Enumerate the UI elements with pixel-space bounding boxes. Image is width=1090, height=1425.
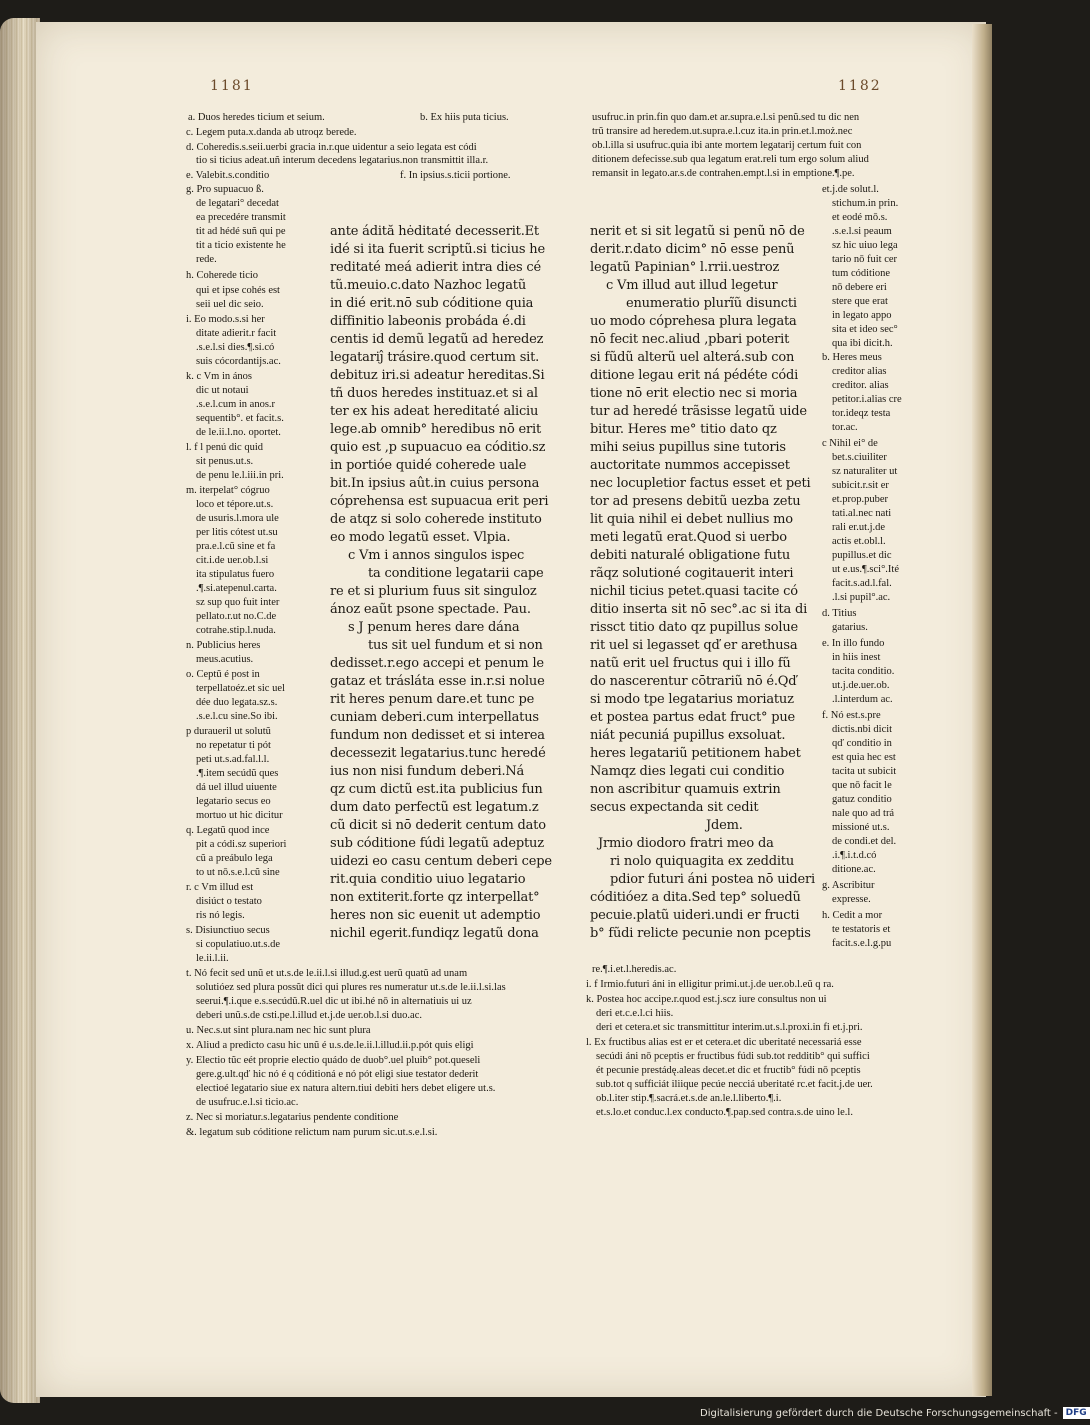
main-text-line: nec locupletior factus esset et peti (590, 476, 811, 491)
main-text-line: rit uel si legasset qď er arethusa (590, 638, 798, 653)
main-text-line: re et si plurium fuus sit singuloz (330, 584, 537, 599)
gloss-line: ét pecunie prestádę.aleas decet.et dic et fructib° fúdi nō pceptis (596, 1065, 861, 1076)
gloss-line: peti ut.s.ad.fal.l.l. (196, 754, 270, 765)
gloss-line: s. Disiunctiuo secus (186, 925, 270, 936)
gloss-line: seii uel dic seio. (196, 299, 264, 310)
main-text-line: Jrmio diodoro fratri meo da (598, 836, 774, 851)
gloss-line: trũ transire ad heredem.ut.supra.e.l.cuz ita.in prin.et.l.moż.nec (592, 126, 853, 137)
gloss-line: ut e.us.¶.sci°.Ité (832, 564, 899, 575)
gloss-line: .¶.item secúdũ ques (196, 768, 279, 779)
gloss-line: loco et tépore.ut.s. (196, 499, 274, 510)
main-text-line: diffinitio labeonis probáda é.di (330, 314, 526, 329)
gloss-line: .¶.si.atepenul.carta. (196, 583, 277, 594)
main-text-line: ri nolo quiquagita ex zedditu (610, 854, 795, 869)
gloss-line: in hiis inest (832, 652, 881, 663)
main-text-line: Jdem. (706, 818, 743, 833)
gloss-line: qua ibi dicit.h. (832, 338, 893, 349)
gloss-line: tor.ac. (832, 422, 858, 433)
main-text-line: c Vm i annos singulos ispec (348, 548, 525, 563)
gloss-line: i. f Irmio.futuri áni in elligitur primi.ut.j.de uer.ob.l.eũ q ra. (586, 979, 834, 990)
gloss-line: .s.e.l.cum in anos.r (196, 399, 276, 410)
main-text-line: in portióe quidé coherede uale (330, 458, 527, 473)
main-text-line: ditione legau erit ná pédéte códi (590, 368, 799, 383)
main-text-line: tũ.meuio.c.dato Nazhoc legatũ (330, 278, 526, 293)
main-text-line: códitióez a dita.Sed tep° soluedũ (590, 890, 801, 905)
gloss-line: sz sup quo fuit inter (196, 597, 280, 608)
gloss-line: ita stipulatus fuero (196, 569, 275, 580)
main-text-line: in dié erit.nō sub códitione quia (330, 296, 534, 311)
gloss-line: le.ii.l.ii. (196, 953, 229, 964)
main-text-line: heres legatariũ petitionem habet (590, 746, 801, 761)
main-text-line: non extiterit.forte qz interpellat° (330, 890, 540, 905)
main-text-line: bitur. Heres me° titio dato qz (590, 422, 777, 437)
main-text-line: tus sit uel fundum et si non (368, 638, 543, 653)
gloss-line: ditione.ac. (832, 864, 876, 875)
gloss-line: sz naturaliter ut (832, 466, 898, 477)
gloss-line: dic ut notaui (196, 385, 249, 396)
gloss-line: o. Ceptũ é post in (186, 669, 260, 680)
gloss-line: in legato appo (832, 310, 892, 321)
gloss-line: e. In illo fundo (822, 638, 885, 649)
gloss-line: facit.s.ad.l.fal. (832, 578, 892, 589)
gloss-line: tit ad hédé suñ qui pe (196, 226, 286, 237)
main-text-line: nichil ticius petet.quasi tacite có (590, 584, 798, 599)
gloss-line: l. Ex fructibus alias est er et cetera.et dic uberitaté necessariá esse (586, 1037, 862, 1048)
main-text-line: rissct titio dato qz pupillus solue (590, 620, 799, 635)
gloss-line: tio si ticius adeat.uñ interum decedens legatarius.non transmittit illa.r. (196, 155, 489, 166)
main-text-line: s J penum heres dare dána (348, 620, 520, 635)
main-text-line: dum dato perfectũ est legatum.z (330, 800, 539, 815)
gloss-line: &. legatum sub códitione relictum nam purum sic.ut.s.e.l.si. (186, 1127, 438, 1138)
gloss-line: rali er.ut.j.de (832, 522, 886, 533)
main-text-line: rãqz solutioné cogitauerit interi (590, 566, 794, 581)
gloss-line: a. Duos heredes ticium et seium. (188, 112, 325, 123)
footer-text: Digitalisierung gefördert durch die Deutsche Forschungsgemeinschaft - (700, 1408, 1058, 1419)
gloss-line: est quia hec est (832, 752, 896, 763)
gloss-line: tati.al.nec nati (832, 508, 892, 519)
main-text-line: idé si ita fuerit scriptũ.si ticius he (330, 242, 545, 257)
gloss-line: facit.s.e.l.g.pu (832, 938, 892, 949)
gloss-line: sit penus.ut.s. (196, 456, 254, 467)
gloss-line: c Nihil ei° de (822, 438, 878, 449)
gloss-line: x. Aliud a predicto casu hic unũ é u.s.de.le.ii.l.illud.ii.p.pót quis eligi (186, 1040, 474, 1051)
gloss-line: c. Legem puta.x.danda ab utroqz berede. (186, 127, 357, 138)
gloss-line: dictis.nbi dicit (832, 724, 893, 735)
gloss-line: sz hic uiuo lega (832, 240, 898, 251)
main-text-line: sub códitione fúdi legatũ adeptuz (330, 836, 544, 851)
gloss-line: h. Coherede ticio (186, 270, 259, 281)
main-text-line: natũ erit uel fructus qui i illo fũ (590, 656, 791, 671)
main-text-line: ta conditione legatarii cape (368, 566, 544, 581)
main-text-line: debituz iri.si adeatur hereditas.Si (330, 368, 545, 383)
gloss-line: pellato.r.ut no.C.de (196, 611, 277, 622)
gloss-line: deberi unũ.s.de csti.pe.l.illud et.j.de uer.ob.l.si duo.ac. (196, 1010, 422, 1021)
main-text-line: legatũ Papinian° l.rrii.uestroz (590, 260, 780, 275)
gloss-line: et.prop.puber (832, 494, 888, 505)
gloss-line: subicit.r.sit er (832, 480, 889, 491)
gloss-line: .l.si pupil°.ac. (832, 592, 891, 603)
gloss-line: ut.j.de.uer.ob. (832, 680, 890, 691)
main-text-line: legatariĵ trásire.quod certum sit. (330, 350, 540, 365)
gloss-line: tum códitione (832, 268, 891, 279)
gloss-line: si copulatiuo.ut.s.de (196, 939, 280, 950)
main-text-line: rit.quia conditio uiuo legatario (330, 872, 526, 887)
gloss-line: p duraueril ut solutũ (186, 726, 271, 737)
main-text-line: et postea partus edat fruct° pue (590, 710, 796, 725)
main-text-line: decessezit legatarius.tunc heredé (330, 746, 546, 761)
gloss-line: suis cócordantijs.ac. (196, 356, 281, 367)
gloss-line: gatarius. (832, 622, 868, 633)
gloss-line: g. Pro supuacuo ß. (186, 184, 264, 195)
gloss-line: sita et ideo sec° (832, 324, 898, 335)
gloss-line: usufruc.in prin.fin quo dam.et ar.supra.e.l.si penũ.sed tu dic nen (592, 112, 860, 123)
gloss-line: legatario secus eo (196, 796, 271, 807)
gloss-line: n. Publicius heres (186, 640, 261, 651)
gloss-line: nō debere eri (832, 282, 887, 293)
gloss-line: gatuz conditio (832, 794, 892, 805)
main-text-line: secus expectanda sit cedit (590, 800, 759, 815)
gloss-line: que nō facit le (832, 780, 892, 791)
gloss-line: sub.tot q sufficiát iliique pecúe necciá uberitaté rc.et facit.j.de uer. (596, 1079, 873, 1090)
gloss-line: re.¶.i.et.l.heredis.ac. (592, 964, 677, 975)
gloss-line: stichum.in prin. (832, 198, 899, 209)
main-text-line: ante ádită hėditaté decesserit.Et (330, 224, 539, 239)
gloss-line: .s.e.l.si dies.¶.si.có (196, 342, 275, 353)
gloss-line: pit a códi.sz superiori (196, 839, 287, 850)
gloss-line: e. Valebit.s.conditio (186, 170, 270, 181)
main-text-line: bit.In ipsius aût.in cuius persona (330, 476, 540, 491)
gloss-line: ea precedére transmit (196, 212, 286, 223)
digitization-footer (700, 1405, 1087, 1422)
gloss-line: deri et cetera.et sic transmittitur interim.ut.s.l.proxi.in fi et.j.pri. (596, 1022, 863, 1033)
main-text-line: tione nō erit electio nec si moria (590, 386, 798, 401)
main-text-line: nō fecit nec.aliud ,pbari poterit (590, 332, 790, 347)
main-text-line: ius non nisi fundum deberi.Ná (330, 764, 525, 779)
gloss-line: de usufruc.e.l.si ticio.ac. (196, 1097, 299, 1108)
gloss-line: qui et ipse cohés est (196, 285, 280, 296)
main-text-line: dedisset.r.ego accepi et penum le (330, 656, 544, 671)
gloss-line: stere que erat (832, 296, 888, 307)
gloss-line: remansit in legato.ar.s.de contrahen.empt.l.si in emptione.¶.pe. (592, 168, 855, 179)
main-text-line: nerit et si sit legatũ si penũ nō de (590, 224, 805, 239)
main-text-line: do nascerentur cōtrariũ nō é.Qď (590, 674, 797, 689)
gloss-line: pupillus.et dic (832, 550, 892, 561)
gloss-line: z. Nec si moriatur.s.legatarius pendente conditione (186, 1112, 399, 1123)
gloss-line: bet.s.ciuiliter (832, 452, 887, 463)
main-text-line: quio est ,p supuacuo ea códitio.sz (330, 440, 546, 455)
gloss-line: de legatari° decedat (196, 198, 279, 209)
gloss-line: de penu le.l.iii.in pri. (196, 470, 284, 481)
gloss-line: tor.ideqz testa (832, 408, 891, 419)
gloss-line: deri et.c.e.l.ci hiis. (596, 1008, 674, 1019)
main-text-line: tor ad presens debitũ uezba zetu (590, 494, 801, 509)
main-text-line: reditaté meá adierit intra dies cé (330, 260, 541, 275)
main-text-line: tur ad heredé trãsisse legatũ uide (590, 404, 807, 419)
gloss-line: b. Ex hiis puta ticius. (420, 112, 509, 123)
page-number-right: 1182 (838, 78, 882, 94)
main-text-line: Namqz dies legati cui conditio (590, 764, 785, 779)
main-text-line: auctoritate nummos accepisset (590, 458, 790, 473)
main-text-line: eo modo legatũ esset. Vlpia. (330, 530, 511, 545)
gloss-line: cit.i.de uer.ob.l.si (196, 555, 269, 566)
gloss-line: et eodé mō.s. (832, 212, 888, 223)
gloss-line: r. c Vm illud est (186, 882, 254, 893)
gloss-line: missioné ut.s. (832, 822, 890, 833)
gloss-line: petitor.i.alias cre (832, 394, 902, 405)
page-stack-shadow (0, 18, 40, 1403)
main-text-line: uidezi eo casu centum deberi cepe (330, 854, 552, 869)
gloss-line: i. Eo modo.s.si her (186, 314, 265, 325)
gloss-line: to ut nō.s.e.l.cũ sine (196, 867, 280, 878)
dfg-logo: DFG (1063, 1407, 1090, 1419)
main-text-line: cũ dicit si nō dederit centum dato (330, 818, 546, 833)
gloss-line: gere.g.ult.qď hic nó é q códitioná e nó pót eligi siue testator dederit (196, 1069, 479, 1080)
main-text-line: ditio inserta sit nō sec°.ac si ita di (590, 602, 808, 617)
main-text-line: pecuie.platũ uideri.undi er fructi (590, 908, 800, 923)
gloss-line: expresse. (832, 894, 871, 905)
main-text-line: niát pecuniá pupillus exsoluat. (590, 728, 786, 743)
main-text-line: mihi seius pupillus sine tutoris (590, 440, 786, 455)
gloss-line: tacita conditio. (832, 666, 895, 677)
gloss-line: meus.acutius. (196, 654, 254, 665)
gloss-line: rede. (196, 254, 217, 265)
gloss-line: nale quo ad trá (832, 808, 895, 819)
gloss-line: mortuo ut hic dicitur (196, 810, 283, 821)
gloss-line: b. Heres meus (822, 352, 882, 363)
main-text-line: lege.ab omnib° heredibus nō erit (330, 422, 542, 437)
gloss-line: ob.l.illa si usufruc.quia ibi ante mortem legatarij certum fuit con (592, 140, 862, 151)
main-text-line: tñ duos heredes instituaz.et si al (330, 386, 538, 401)
main-text-line: qz cum dictũ est.ita publicius fun (330, 782, 543, 797)
gloss-line: cũ a preábulo lega (196, 853, 273, 864)
gloss-line: et.j.de solut.l. (822, 184, 879, 195)
main-text-line: heres non sic euenit ut ademptio (330, 908, 541, 923)
main-text-line: derit.r.dato dicim° nō esse penũ (590, 242, 795, 257)
main-text-line: de atqz si solo coherede instituto (330, 512, 542, 527)
main-text-line: cuniam deberi.cum interpellatus (330, 710, 539, 725)
gloss-line: u. Nec.s.ut sint plura.nam nec hic sunt plura (186, 1025, 371, 1036)
gloss-line: sequentib°. et facit.s. (196, 413, 284, 424)
main-text-line: non ascribitur quamuis extrin (590, 782, 781, 797)
gloss-line: h. Cedit a mor (822, 910, 883, 921)
gloss-line: no repetatur ti pót (196, 740, 271, 751)
gloss-line: ris nó legis. (196, 910, 245, 921)
gloss-line: d. Titius (822, 608, 857, 619)
gloss-line: actis et.obl.l. (832, 536, 886, 547)
gloss-line: .l.interdum ac. (832, 694, 893, 705)
gloss-line: k. c Vm in ános (186, 371, 253, 382)
gloss-line: q. Legatũ quod ince (186, 825, 270, 836)
gloss-line: secúdi áni nō pceptis er fructibus fúdi sub.tot redditib° qui suffici (596, 1051, 870, 1062)
main-text-line: ánoz eaũt psone spectade. Pau. (330, 602, 531, 617)
gloss-line: de condi.et del. (832, 836, 897, 847)
gloss-line: qď conditio in (832, 738, 892, 749)
gloss-line: g. Ascribitur (822, 880, 875, 891)
gloss-line: creditor. alias (832, 380, 889, 391)
gloss-line: .s.e.l.cu sine.So ibi. (196, 711, 278, 722)
gloss-line: tario nō fuit cer (832, 254, 898, 265)
main-text-line: enumeratio plurĩũ disuncti (626, 296, 797, 311)
main-text-line: ter ex his adeat hereditaté aliciu (330, 404, 539, 419)
main-text-line: b° fũdi relicte pecunie non pceptis (590, 926, 811, 941)
main-text-line: pdior futuri áni postea nō uideri (610, 872, 815, 887)
gloss-line: terpellatoéz.et sic uel (196, 683, 285, 694)
gloss-line: te testatoris et (832, 924, 891, 935)
gloss-line: .i.¶.i.t.d.có (832, 850, 877, 861)
gloss-line: ditionem defecisse.sub qua legatum erat.reli tum ergo solum aliud (592, 154, 869, 165)
gloss-line: f. Nó est.s.pre (822, 710, 881, 721)
gloss-line: f. In ipsius.s.ticii portione. (400, 170, 511, 181)
gloss-line: ob.l.iter stip.¶.sacrá.et.s.de an.le.l.liberto.¶.i. (596, 1093, 782, 1104)
gloss-line: .s.e.l.si peaum (832, 226, 892, 237)
page-number-left: 1181 (210, 78, 254, 94)
gloss-line: solutióez sed plura possũt dici qui plures res numeratur ut.s.de le.ii.l.si.las (196, 982, 506, 993)
main-text-line: si fũdũ alterũ uel alterá.sub con (590, 350, 795, 365)
gloss-line: creditor alias (832, 366, 887, 377)
page-gutter-edge (972, 24, 992, 1396)
gloss-line: pra.e.l.cũ sine et fa (196, 541, 276, 552)
gloss-line: dée duo legata.sz.s. (196, 697, 278, 708)
gloss-line: electioé legatario siue ex natura altern.tiui debiti hers debet eligere ut.s. (196, 1083, 496, 1094)
main-text-line: fundum non dedisset et si interea (330, 728, 545, 743)
main-text-line: centis id demũ legatũ ad heredez (330, 332, 544, 347)
main-text-line: uo modo cóprehesa plura legata (590, 314, 797, 329)
main-text-line: rit heres penum dare.et tunc pe (330, 692, 535, 707)
main-text-line: c Vm illud aut illud legetur (606, 278, 778, 293)
gloss-line: m. iterpelat° cógruo (186, 485, 270, 496)
main-text-line: nichil egerit.fundiqz legatũ dona (330, 926, 539, 941)
main-text-line: meti legatũ erat.Quod si uerbo (590, 530, 787, 545)
gloss-line: tacita ut subicit (832, 766, 897, 777)
main-text-line: cóprehensa est supuacua erit peri (330, 494, 549, 509)
main-text-line: si modo tpe legatarius moriatuz (590, 692, 794, 707)
gloss-line: dá uel illud uiuente (196, 782, 277, 793)
gloss-line: per litis cótest ut.su (196, 527, 278, 538)
gloss-line: de le.ii.l.no. oportet. (196, 427, 281, 438)
main-text-line: gataz et trásláta esse in.r.si nolue (330, 674, 545, 689)
gloss-line: y. Electio tũc eét proprie electio quádo de duob°.uel pluib° pot.queseli (186, 1055, 481, 1066)
gloss-line: ditate adierit.r facit (196, 328, 277, 339)
gloss-line: tit a ticio existente he (196, 240, 286, 251)
gloss-line: l. f l penú dic quid (186, 442, 263, 453)
gloss-line: de usuris.l.mora ule (196, 513, 279, 524)
main-text-line: lit quia nihil ei debet nullius mo (590, 512, 793, 527)
gloss-line: k. Postea hoc accipe.r.quod est.j.scz iure consultus non ui (586, 994, 827, 1005)
gloss-line: seerui.¶.i.que e.s.secúdũ.R.uel dic ut ibi.hé nō in alternatiuis ui uz (196, 996, 472, 1007)
gloss-line: t. Nó fecit sed unũ et ut.s.de le.ii.l.si illud.g.est uerũ quatũ ad unam (186, 968, 468, 979)
gloss-line: et.s.lo.et conduc.l.ex conducto.¶.pap.sed contra.s.de uino le.l. (596, 1107, 853, 1118)
gloss-line: disiúct o testato (196, 896, 262, 907)
main-text-line: debiti naturalé obligatione futu (590, 548, 791, 563)
gloss-line: cotrahe.stip.l.nuda. (196, 625, 276, 636)
gloss-line: d. Coheredis.s.seii.uerbi gracia in.r.que uidentur a seio legata est códi (186, 142, 477, 153)
